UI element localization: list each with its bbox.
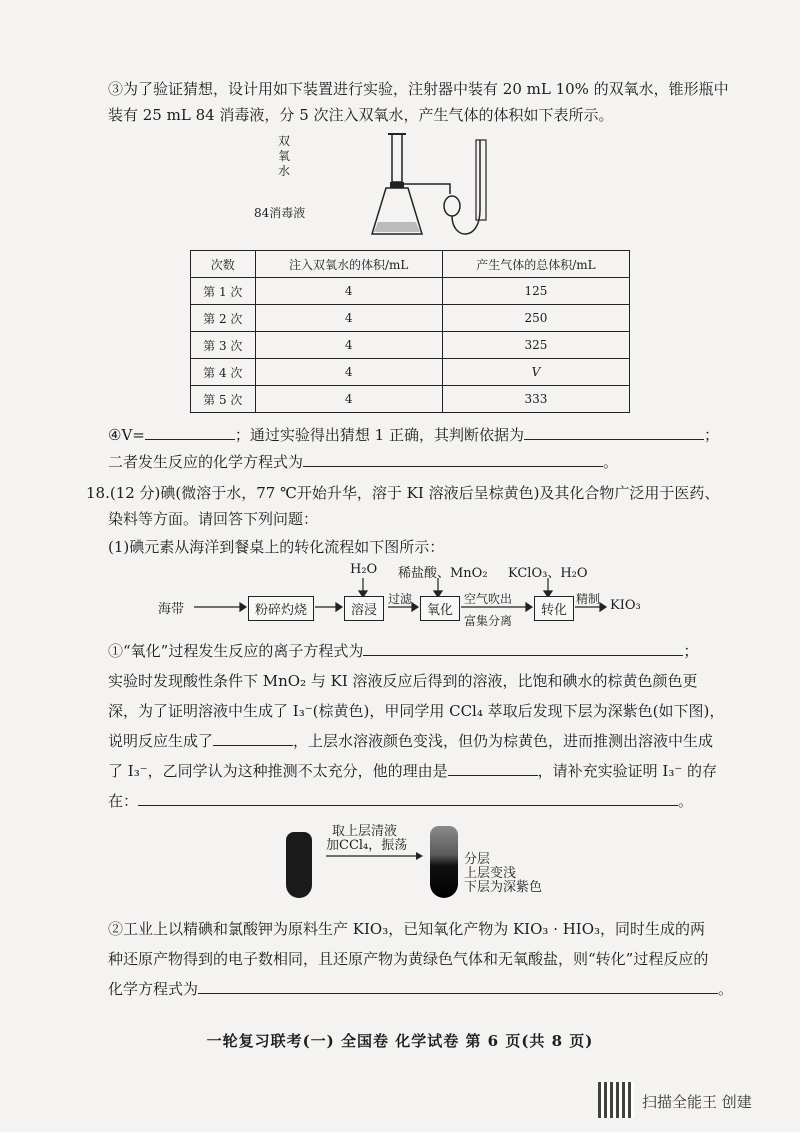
sub2-line-a: ②工业上以精碘和氯酸钾为原料生产 KIO₃，已知氧化产物为 KIO₃ · HIO₃，同时生成的两 [108,920,706,938]
answer-blank-v[interactable] [145,425,235,440]
q18-intro1: 18.(12 分)碘(微溶于水，77 ℃开始升华，溶于 KI 溶液后呈棕黄色)及其化合物广泛用于医药、 [86,484,720,502]
tube-step-top: 取上层清液 [332,824,398,839]
flow-h2o: H₂O [350,562,378,577]
apparatus-drawing [320,130,540,250]
answer-blank-conversion-eq[interactable] [198,979,718,994]
flow-kclo3: KClO₃、H₂O [508,566,588,581]
table-row: 第 3 次 4 325 [191,332,630,359]
gas-apparatus-figure [254,130,540,250]
answer-blank-product[interactable] [213,731,293,746]
table-row: 第 4 次 4 V [191,359,630,386]
flow-enrich: 富集分离 [464,614,513,628]
sub2-line-b: 种还原产物得到的电子数相同，且还原产物为黄绿色气体和无氧酸盐，则“转化”过程反应的 [108,950,709,968]
sub1-line-e: 了 I₃⁻，乙同学认为这种推测不太充分，他的理由是 ，请补充实验证明 I₃⁻ 的存 [108,762,718,780]
flow-box-convert: 转化 [534,596,574,621]
test-tube-before [286,832,312,898]
header-count: 次数 [191,251,256,278]
sub1-line-f: 在： 。 [108,792,694,810]
flow-start: 海带 [158,602,185,617]
answer-blank-reason[interactable] [448,761,538,776]
flow-box-grind: 粉碎灼烧 [248,596,314,621]
label-84: 84消毒液 [254,206,306,220]
flow-hcl-mno2: 稀盐酸、MnO₂ [398,566,488,581]
sub1-line-d: 说明反应生成了 ，上层水溶液颜色变浅，但仍为棕黄色，进而推测出溶液中生成 [108,732,714,750]
section4-line1: ④V= ；通过实验得出猜想 1 正确，其判断依据为 ； [108,426,719,444]
q18-intro2: 染料等方面。请回答下列问题： [108,510,319,528]
table-row: 第 5 次 4 333 [191,386,630,413]
test-tube-after [430,826,458,898]
header-total: 产生气体的总体积/mL [442,251,629,278]
flow-box-oxidize: 氧化 [420,596,460,621]
flow-refine: 精制 [576,592,601,606]
watermark-text: 扫描全能王 创建 [642,1093,752,1111]
section3-line2: 装有 25 mL 84 消毒液，分 5 次注入双氧水，产生气体的体积如下表所示。 [108,106,614,124]
flow-air-blow: 空气吹出 [464,592,513,606]
flow-filter: 过滤 [388,592,413,606]
tube-note-lower: 下层为深紫色 [464,880,543,895]
tube-step-bottom: 加CCl₄，振荡 [326,838,408,853]
header-injected: 注入双氧水的体积/mL [255,251,442,278]
label-h2o2: 双氧水 [278,134,291,178]
answer-blank-equation[interactable] [303,452,603,467]
flow-box-leach: 溶浸 [344,596,384,621]
tube-note-upper: 上层变浅 [464,866,517,881]
answer-blank-experiment[interactable] [138,791,678,806]
sub1-line-a: ①“氧化”过程发生反应的离子方程式为 ； [108,642,699,660]
q18-part1: (1)碘元素从海洋到餐桌上的转化流程如下图所示： [108,538,445,556]
sub1-line-c: 深，为了证明溶液中生成了 I₃⁻(棕黄色)，甲同学用 CCl₄ 萃取后发现下层为深紫色(如下图)， [108,702,725,720]
tube-note-layer: 分层 [464,852,491,867]
qr-code-icon [598,1082,634,1118]
section4-line2: 二者发生反应的化学方程式为 。 [108,453,619,471]
sub2-line-c: 化学方程式为 。 [108,980,734,998]
table-row: 第 1 次 4 125 [191,278,630,305]
table-header-row [191,251,630,278]
section3-line1: ③为了验证猜想，设计用如下装置进行实验，注射器中装有 20 mL 10% 的双氧水，锥形瓶中 [108,80,729,98]
flow-end: KIO₃ [610,598,641,613]
gas-volume-table [190,250,630,413]
sub1-line-b: 实验时发现酸性条件下 MnO₂ 与 KI 溶液反应后得到的溶液，比饱和碘水的棕黄色颜色更 [108,672,698,690]
table-row: 第 2 次 4 250 [191,305,630,332]
scanner-watermark [598,1082,778,1122]
page-footer: 一轮复习联考(一) 全国卷 化学试卷 第 6 页(共 8 页) [206,1032,594,1050]
answer-blank-ionic-eq[interactable] [363,641,683,656]
answer-blank-basis[interactable] [524,425,704,440]
iodine-flow-chart [158,560,678,630]
